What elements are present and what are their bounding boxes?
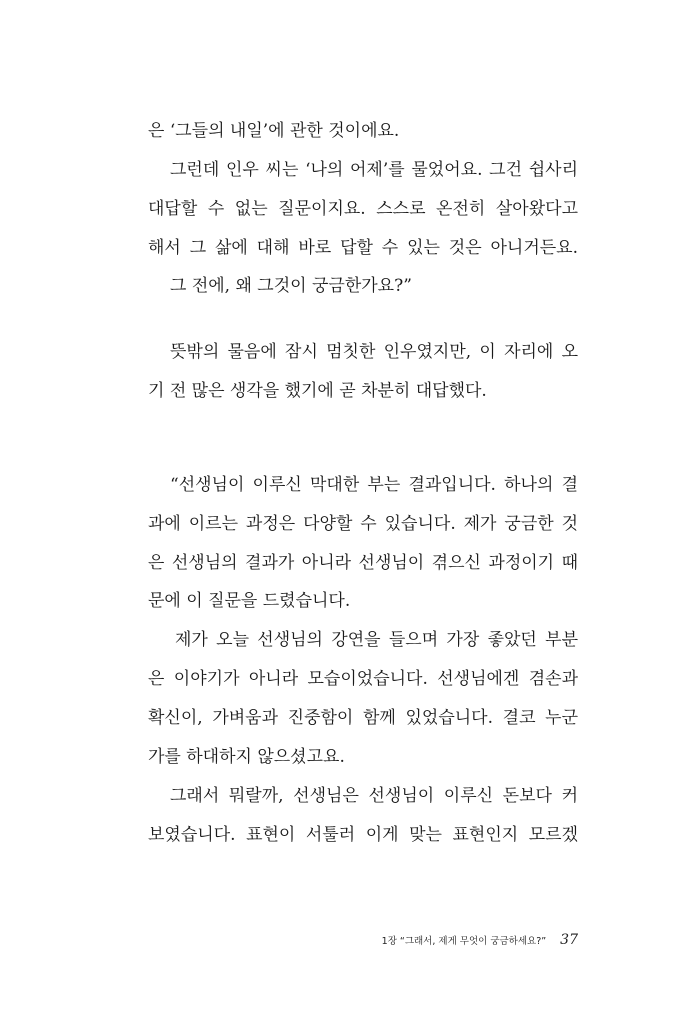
text-line: 그래서 뭐랄까, 선생님은 선생님이 이루신 돈보다 커 [170, 786, 578, 806]
chapter-title: 1장 “그래서, 제게 무엇이 궁금하세요?” [381, 936, 547, 947]
text-line: 문에 이 질문을 드렸습니다. [148, 591, 351, 611]
text-line: 해서 그 삶에 대해 바로 답할 수 있는 것은 아니거든요. [148, 238, 578, 258]
text-line: 그런데 인우 씨는 ‘나의 어제’를 물었어요. 그건 쉽사리 [170, 160, 578, 180]
text-line: 기 전 많은 생각을 했기에 곧 차분히 대답했다. [148, 381, 487, 401]
text-line: 가를 하대하지 않으셨고요. [148, 747, 345, 767]
text-line: 과에 이르는 과정은 다양할 수 있습니다. 제가 궁금한 것 [148, 514, 578, 534]
text-line: 제가 오늘 선생님의 강연을 들으며 가장 좋았던 부분 [175, 630, 578, 650]
text-line: 뜻밖의 물음에 잠시 멈칫한 인우였지만, 이 자리에 오 [170, 342, 578, 362]
text-line: 은 이야기가 아니라 모습이었습니다. 선생님에겐 겸손과 [148, 669, 578, 689]
text-line: 확신이, 가벼움과 진중함이 함께 있었습니다. 결코 누군 [148, 708, 578, 728]
text-line: 그 전에, 왜 그것이 궁금한가요?” [170, 276, 412, 296]
text-line: 보였습니다. 표현이 서툴러 이게 맞는 표현인지 모르겠 [148, 825, 578, 845]
page-number: 37 [560, 932, 578, 948]
page-footer [380, 932, 578, 948]
text-line: 은 ‘그들의 내일’에 관한 것이에요. [148, 121, 400, 141]
text-line: “선생님이 이루신 막대한 부는 결과입니다. 하나의 결 [170, 475, 578, 495]
text-line: 대답할 수 없는 질문이지요. 스스로 온전히 살아왔다고 [148, 199, 578, 219]
text-line: 은 선생님의 결과가 아니라 선생님이 겪으신 과정이기 때 [148, 553, 578, 573]
